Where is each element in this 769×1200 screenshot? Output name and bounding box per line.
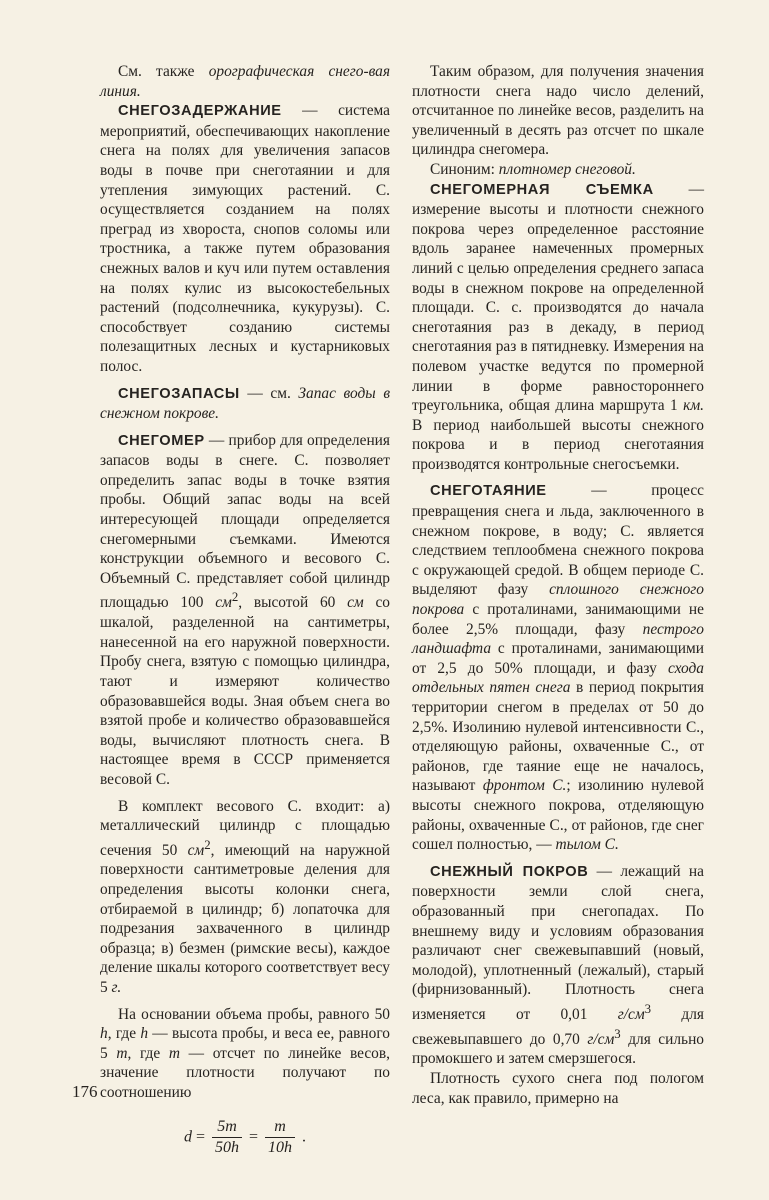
paragraph-kit: В комплект весового С. входит: а) металлический цилиндр с площадью сечения 50 $см^2$, имеющий на наружной поверхности сантиметровые деления для определения высоты колонки снега, отбираемой в цилиндр; б) лопаточка для подрезания захваченного в цилиндр образца; в) безмен (римские весы), каждое деление шкалы которого соответствует весу 5 г. [100, 797, 390, 996]
entry-term: СНЕГОМЕРНАЯ СЪЕМКА [430, 181, 654, 198]
fraction: $\frac{m}{10h}$ [265, 1117, 295, 1158]
page-number: 176 [72, 1082, 98, 1101]
entry-snegozaderzhanie: СНЕГОЗАДЕРЖАНИЕ — система мероприятий, обеспечивающих накопление снега на полях для увеличения запасов воды в почве при снеготаянии и для утепления зимующих растений. С. осуществляется созданием на полях преград из хвороста, снопов соломы или тростника, а также путем образования снежных валов и куч или путем оставления на полях кулис из высокостебельных растений (подсолнечника, кукурузы). С. способствует созданию системы полезащитных лесных и кустарниковых полос. [100, 102, 390, 375]
paragraph-density: На основании объема пробы, равного 50 h, где h — высота пробы, и веса ее, равного 5 m, где m — отсчет по линейке весов, значение плотности получают по соотношению [100, 1005, 390, 1101]
see-also-paragraph: См. также орографическая снего-вая линия. [100, 63, 390, 100]
paragraph-last: Плотность сухого снега под пологом леса, как правило, примерно на [412, 1069, 704, 1107]
entry-term: СНЕГОТАЯНИЕ [430, 483, 547, 500]
left-column [100, 62, 390, 1158]
entry-snegotayanie: СНЕГОТАЯНИЕ — процесс превращения снега и льда, заключенного в снежном покрове, в воду; С. является следствием теплообмена снежного покрова с окружающей средой. В общем периоде С. выделяют фазу сплошного снежного покрова с проталинами, занимающими не более 2,5% площади, фазу пестрого ландшафта с проталинами, занимающими от 2,5 до 50% площади, и фазу схода отдельных пятен снега в период покрытия территории снегом в пределах от 50 до 2,5%. Изолинию нулевой интенсивности С., отделяющую районы, охваченные С., от районов, где таяние еще не началось, называют фронтом С.; изолинию нулевой высоты снежного покрова, отделяющую районы, охваченные С., от районов, где снег сошел полностью, — тылом С. [412, 482, 704, 854]
paragraph-continued: Таким образом, для получения значения плотности снега надо число делений, отсчитанное по линейке весов, разделить на увеличенный в десять раз отсчет по шкале цилиндра снегомера. [412, 63, 704, 159]
density-formula: d = $\frac{5m}{50h}$ = $\frac{m}{10h}$ . [183, 1117, 307, 1156]
entry-snegomer: СНЕГОМЕР — прибор для определения запасов воды в снеге. С. позволяет определить запас воды в точке взятия пробы. Общий запас воды на всей интересующей площади определяется снегомерными съемками. Имеются конструкции объемного и весового С. Объемный С. представляет собой цилиндр площадью 100 $см^2$, высотой 60 см со шкалой, разделенной на сантиметры, нанесенной на его наружной поверхности. Пробу снега, взятую с помощью цилиндра, тают и измеряют количество образовавшейся воды. Зная объем снега во взятой пробе и количество образовавшейся воды, вычисляют плотность снега. В настоящее время в СССР применяется весовой С. [100, 431, 390, 788]
right-column [412, 62, 704, 1108]
fraction: $\frac{5m}{50h}$ [212, 1117, 242, 1158]
entry-snegozapasy: СНЕГОЗАПАСЫ — см. Запас воды в снежном покрове. [100, 384, 391, 423]
entry-term: СНЕГОМЕР [118, 432, 205, 449]
entry-term: СНЕГОЗАПАСЫ [118, 385, 240, 402]
entry-snezhny-pokrov: СНЕЖНЫЙ ПОКРОВ — лежащий на поверхности земли слой снега, образованный при снегопадах. По внешнему виду и условиям образования различают снег свежевыпавший (новый, молодой), уплотненный (лежалый), старый (фирнизованный). Плотность снега изменяется от 0,01 $г/см^3$ для свежевыпавшего до 0,70 $г/см^3$ для сильно промокшего и затем смерзшегося. [412, 862, 705, 1068]
entry-term: СНЕЖНЫЙ ПОКРОВ [430, 863, 589, 880]
entry-snegomernaya-semka: СНЕГОМЕРНАЯ СЪЕМКА — измерение высоты и плотности снежного покрова через определенное расстояние вдоль заранее намеченных промерных линий с целью определения среднего запаса воды в снежном покрове на определенной площади. С. с. производятся до начала снеготаяния раз в декаду, в период снеготаяния раз в пятидневку. Измерения на полевом участке ведутся по промерной линии в форме равностороннего треугольника, общая длина маршрута 1 км. В период наибольшей высоты снежного покрова и в период снеготаяния производятся контрольные снегосъемки. [412, 180, 704, 473]
synonym-line: Синоним: плотномер снеговой. [430, 160, 636, 178]
entry-term: СНЕГОЗАДЕРЖАНИЕ [118, 103, 282, 120]
